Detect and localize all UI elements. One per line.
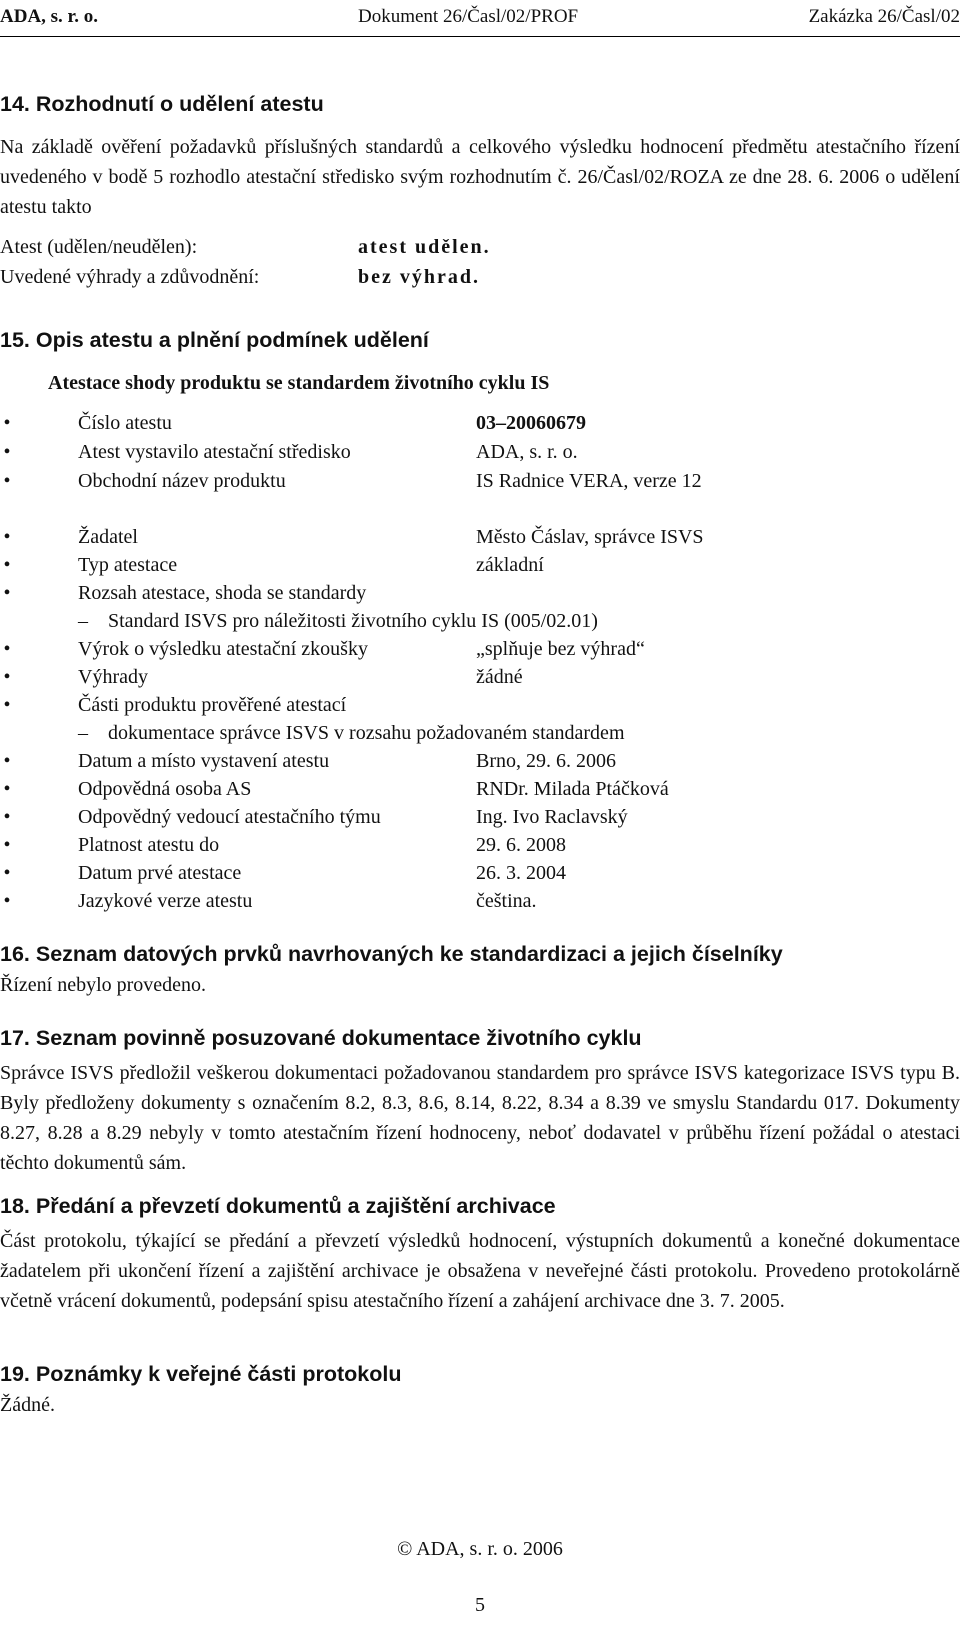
item-label: Atest vystavilo atestační středisko [78,441,351,463]
item-value: ADA, s. r. o. [476,441,578,463]
item-value: Brno, 29. 6. 2006 [476,750,616,772]
list-item [0,890,960,918]
item-label: Odpovědný vedoucí atestačního týmu [78,806,381,828]
section-17-heading: 17. Seznam povinně posuzované dokumentace životního cyklu [0,1026,642,1050]
list-item [0,638,960,666]
section-15-subtitle: Atestace shody produktu se standardem životního cyklu IS [48,372,550,394]
list-item [0,694,960,722]
list-item [0,834,960,862]
item-label: Výrok o výsledku atestační zkoušky [78,638,368,660]
list-item [0,554,960,582]
sub-item-text: dokumentace správce ISVS v rozsahu požadovaném standardem [108,722,625,744]
item-value: 26. 3. 2004 [476,862,566,884]
bullet-icon: • [3,638,11,660]
sub-list-item [78,610,598,633]
section-19-heading: 19. Poznámky k veřejné části protokolu [0,1362,402,1386]
list-item [0,582,960,610]
item-label: Datum prvé atestace [78,862,242,884]
item-label: Žadatel [78,526,138,548]
section-18-paragraph: Část protokolu, týkající se předání a převzetí výsledků hodnocení, výstupních dokumentů a konečné dokumentace žadatelem při ukončení řízení a zajištění archivace je obsažena v neveřejné části protokolu. Provedeno protokolárně včetně vrácení dokumentů, podepsání spisu atestačního řízení a zahájení archivace dne 3. 7. 2005. [0,1230,960,1312]
item-label: Datum a místo vystavení atestu [78,750,330,772]
dash-icon: – [78,722,88,744]
bullet-icon: • [3,694,11,716]
item-value: „splňuje bez výhrad“ [476,638,645,660]
item-value: Ing. Ivo Raclavský [476,806,628,828]
bullet-icon: • [3,778,11,800]
bullet-icon: • [3,470,11,492]
section-17-paragraph: Správce ISVS předložil veškerou dokumentaci požadovanou standardem pro správce ISVS kategorizace ISVS typu B. Byly předloženy dokumenty s označením 8.2, 8.3, 8.6, 8.14, 8.22, 8.34 a 8.39 ve smyslu Standardu 017. Dokumenty 8.27, 8.28 a 8.29 nebyly v tomto atestačním řízení hodnoceny, neboť dodavatel v průběhu řízení požádal o atestaci těchto dokumentů sám. [0,1062,960,1174]
list-item [0,806,960,834]
header-divider [0,36,960,37]
bullet-icon: • [3,834,11,856]
header-company: ADA, s. r. o. [0,6,98,27]
bullet-icon: • [3,412,11,434]
item-value: IS Radnice VERA, verze 12 [476,470,702,492]
bullet-icon: • [3,862,11,884]
bullet-icon: • [3,750,11,772]
footer-copyright: © ADA, s. r. o. 2006 [397,1538,563,1560]
item-value: základní [476,554,544,576]
bullet-icon: • [3,666,11,688]
item-value: žádné [476,666,523,688]
item-label: Části produktu prověřené atestací [78,694,347,716]
header-order: Zakázka 26/Časl/02 [808,6,960,27]
bullet-icon: • [3,554,11,576]
list-item [0,470,960,498]
bullet-icon: • [3,526,11,548]
item-value: 29. 6. 2008 [476,834,566,856]
page-number: 5 [475,1594,485,1616]
bullet-icon: • [3,806,11,828]
bullet-icon: • [3,890,11,912]
section-16-heading: 16. Seznam datových prvků navrhovaných ke standardizaci a jejich číselníky [0,942,783,966]
item-label: Jazykové verze atestu [78,890,253,912]
reservations-label: Uvedené výhrady a zdůvodnění: [0,266,260,288]
item-label: Odpovědná osoba AS [78,778,252,800]
bullet-icon: • [3,582,11,604]
item-value: 03–20060679 [476,412,586,434]
section-19-paragraph: Žádné. [0,1394,55,1416]
dash-icon: – [78,610,88,632]
bullet-icon: • [3,441,11,463]
item-value: čeština. [476,890,537,912]
page-header [0,6,960,36]
list-item [0,412,960,440]
grant-status-value: atest udělen. [358,236,491,258]
item-label: Číslo atestu [78,412,172,434]
item-label: Platnost atestu do [78,834,220,856]
section-14-paragraph: Na základě ověření požadavků příslušných standardů a celkového výsledku hodnocení předmětu atestačního řízení uvedeného v bodě 5 rozhodlo atestační středisko svým rozhodnutím č. 26/Časl/02/ROZA ze dne 28. 6. 2006 o udělení atestu takto [0,136,960,218]
item-label: Obchodní název produktu [78,470,286,492]
section-14-heading: 14. Rozhodnutí o udělení atestu [0,92,324,116]
list-item [0,666,960,694]
sub-item-text: Standard ISVS pro náležitosti životního cyklu IS (005/02.01) [108,610,598,632]
section-18-heading: 18. Předání a převzetí dokumentů a zajištění archivace [0,1194,556,1218]
item-value: RNDr. Milada Ptáčková [476,778,669,800]
item-value: Město Čáslav, správce ISVS [476,526,704,548]
list-item [0,862,960,890]
list-item [0,526,960,554]
list-item [0,441,960,469]
list-item [0,750,960,778]
item-label: Rozsah atestace, shoda se standardy [78,582,367,604]
list-item [0,778,960,806]
item-label: Typ atestace [78,554,178,576]
sub-list-item [78,722,625,745]
reservations-value: bez výhrad. [358,266,480,288]
section-15-heading: 15. Opis atestu a plnění podmínek udělení [0,328,429,352]
item-label: Výhrady [78,666,148,688]
section-16-paragraph: Řízení nebylo provedeno. [0,974,207,996]
grant-status-label: Atest (udělen/neudělen): [0,236,198,258]
header-document: Dokument 26/Časl/02/PROF [358,6,579,27]
